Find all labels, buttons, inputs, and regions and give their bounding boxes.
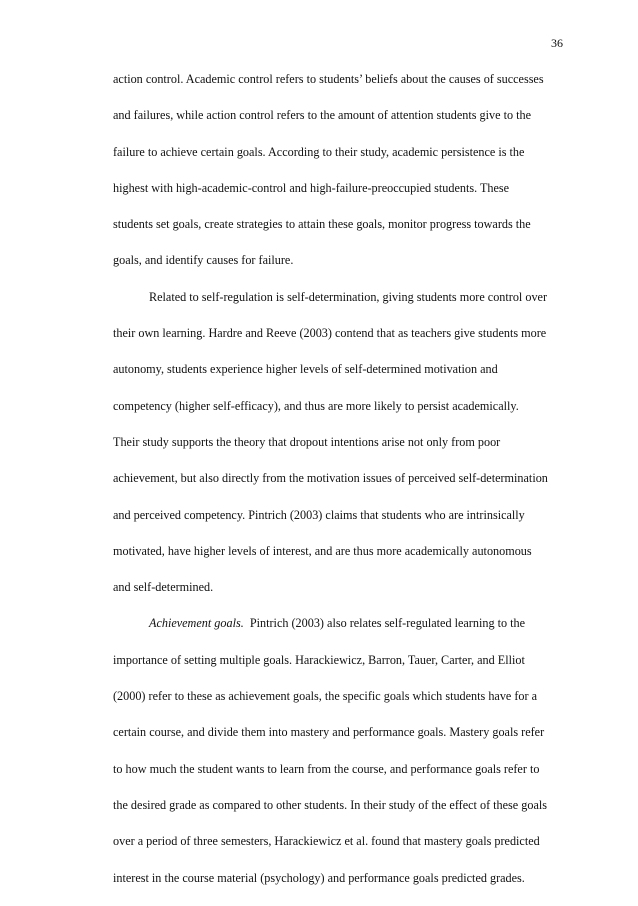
text-line: achievement, but also directly from the motivation issues of perceived self-determination <box>113 471 548 486</box>
page-number: 36 <box>551 36 563 50</box>
section-heading: Achievement goals. <box>149 616 244 631</box>
paragraph-2 <box>113 289 573 616</box>
body-text <box>113 71 573 906</box>
text-line: to how much the student wants to learn from the course, and performance goals refer to <box>113 761 540 776</box>
text-line: and self-determined. <box>113 580 214 595</box>
text-line: Their study supports the theory that dropout intentions arise not only from poor <box>113 434 501 449</box>
text-line: Related to self-regulation is self-determination, giving students more control over <box>149 289 548 304</box>
text-line: and perceived competency. Pintrich (2003) claims that students who are intrinsically <box>113 507 525 522</box>
text-line: students set goals, create strategies to attain these goals, monitor progress towards the <box>113 217 531 232</box>
text-line: certain course, and divide them into mastery and performance goals. Mastery goals refer <box>113 725 545 740</box>
text-line: importance of setting multiple goals. Harackiewicz, Barron, Tauer, Carter, and Elliot <box>113 652 525 667</box>
text-line: the desired grade as compared to other students. In their study of the effect of these goals <box>113 797 547 812</box>
heading-line-text: Pintrich (2003) also relates self-regulated learning to the <box>243 616 526 631</box>
text-line: their own learning. Hardre and Reeve (2003) contend that as teachers give students more <box>113 326 547 341</box>
text-line: (2000) refer to these as achievement goals, the specific goals which students have for a <box>113 689 538 704</box>
text-line: highest with high-academic-control and high-failure-preoccupied students. These <box>113 180 510 195</box>
text-line: and failures, while action control refers to the amount of attention students give to the <box>113 108 531 123</box>
text-line <box>113 615 573 651</box>
text-line: motivated, have higher levels of interest, and are thus more academically autonomous <box>113 543 532 558</box>
text-line: autonomy, students experience higher levels of self-determined motivation and <box>113 362 498 377</box>
text-line: competency (higher self-efficacy), and thus are more likely to persist academically. <box>113 398 519 413</box>
text-line: goals, and identify causes for failure. <box>113 253 294 268</box>
text-line: over a period of three semesters, Harackiewicz et al. found that mastery goals predicted <box>113 834 540 849</box>
paragraph-3 <box>113 615 573 905</box>
text-line: failure to achieve certain goals. According to their study, academic persistence is the <box>113 144 525 159</box>
text-line: interest in the course material (psychology) and performance goals predicted grades. <box>113 870 525 885</box>
text-line: action control. Academic control refers to students’ beliefs about the causes of successes <box>113 72 544 86</box>
paragraph-1 <box>113 71 573 289</box>
